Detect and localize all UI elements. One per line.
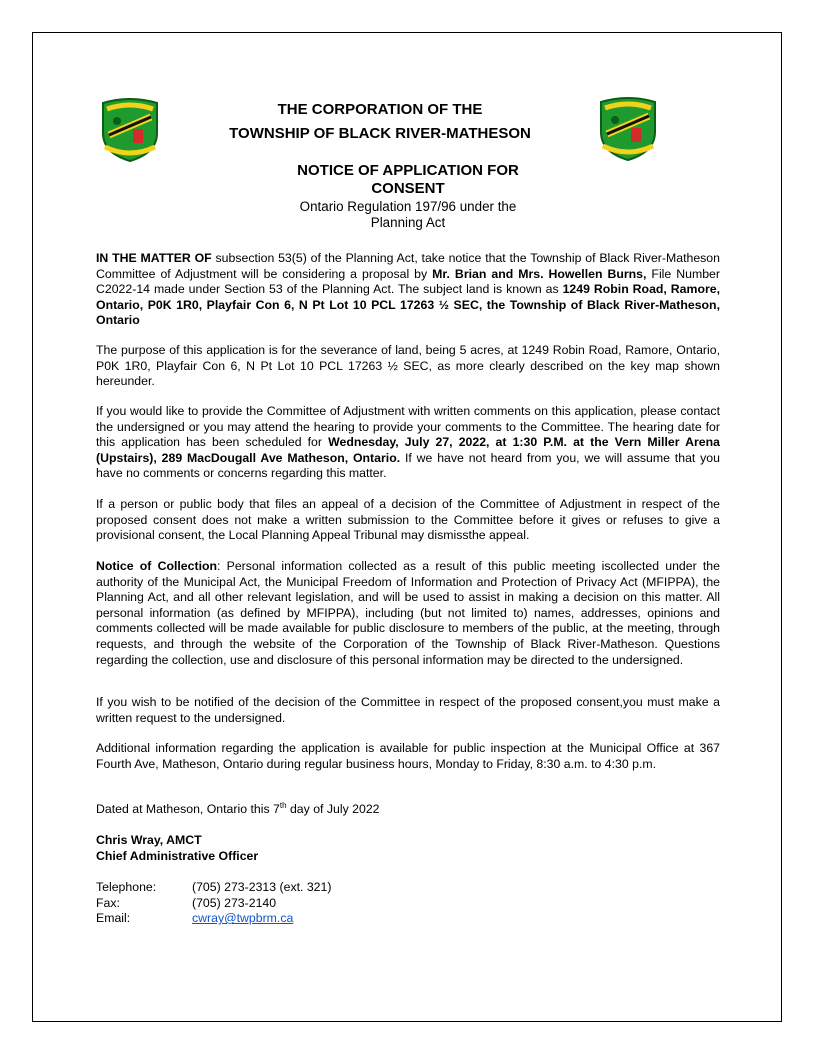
matter-intro: IN THE MATTER OF xyxy=(96,251,212,265)
org-title-line2: TOWNSHIP OF BLACK RIVER-MATHESON xyxy=(229,125,531,142)
dated-sup: th xyxy=(279,800,287,810)
township-crest-icon xyxy=(593,94,663,164)
fax-value: (705) 273-2140 xyxy=(192,895,277,910)
comments-text-a: If you would like to provide the Committee of Adjustment with written comments on this application, please contact the undersigned or you may attend the hearing to provide your comments to the Committee. The hearing date for this application has been scheduled for xyxy=(96,404,720,450)
signature-block xyxy=(96,833,720,864)
matter-paragraph xyxy=(96,251,720,329)
regulation-line1: Ontario Regulation 197/96 under the xyxy=(299,199,517,214)
regulation-line2: Planning Act xyxy=(370,215,446,230)
email-label: Email: xyxy=(96,911,131,926)
notice-title-line1: NOTICE OF APPLICATION FOR xyxy=(297,162,519,179)
hearing-details: Wednesday, July 27, 2022, at 1:30 P.M. at the Vern Miller Arena (Upstairs), 289 MacDougall Ave Matheson, Ontario. xyxy=(96,435,720,465)
telephone-row xyxy=(96,880,331,896)
dated-line xyxy=(96,802,720,818)
matter-text-a: subsection 53(5) of the Planning Act, take notice that the Township of Black River-Matheson Committee of Adjustment will be considering a proposal by xyxy=(96,251,720,281)
regulation-subtitle xyxy=(268,199,548,231)
telephone-label: Telephone: xyxy=(96,880,157,894)
notification-text: If you wish to be notified of the decision of the Committee in respect of the proposed consent,you must make a written request to the undersigned. xyxy=(96,695,720,725)
appeal-text: If a person or public body that files an appeal of a decision of the Committee of Adjustment in respect of the proposed consent does not make a written submission to the Committee before it gives or refuses to give a provisional consent, the Local Planning Appeal Tribunal may dismissthe appeal. xyxy=(96,497,720,543)
dated-before: Dated at Matheson, Ontario this 7 xyxy=(96,802,280,816)
org-title-line1: THE CORPORATION OF THE xyxy=(277,101,483,118)
email-link[interactable]: cwray@twpbrm.ca xyxy=(192,911,294,926)
comments-text-b: If we have not heard from you, we will assume that you have no comments or concerns regarding this matter. xyxy=(96,450,720,481)
fax-label: Fax: xyxy=(96,895,120,910)
additional-info-paragraph xyxy=(96,741,720,772)
notice-title xyxy=(268,162,548,198)
township-crest-icon xyxy=(95,95,165,165)
contact-block xyxy=(96,880,331,927)
signatory-title: Chief Administrative Officer xyxy=(96,848,259,863)
telephone-value: (705) 273-2313 (ext. 321) xyxy=(192,880,332,894)
comments-paragraph xyxy=(96,404,720,482)
collection-paragraph xyxy=(96,559,720,668)
email-row xyxy=(96,911,331,927)
appeal-paragraph xyxy=(96,497,720,544)
notification-paragraph xyxy=(96,695,720,726)
notice-title-line2: CONSENT xyxy=(371,180,445,197)
property-description: 1249 Robin Road, Ramore, Ontario, P0K 1R0, Playfair Con 6, N Pt Lot 10 PCL 17263 ½ SEC, the Township of Black River-Matheson, Ontario xyxy=(96,282,720,328)
dated-after: day of July 2022 xyxy=(286,802,380,816)
collection-text: : Personal information collected as a result of this public meeting iscollected under the authority of the Municipal Act, the Municipal Freedom of Information and Protection of Privacy Act (MFIPPA), the Planning Act, and all other relevant legislation, and will be used to assist in making a decision on this matter. All personal information (as defined by MFIPPA), including (but not limited to) names, addresses, opinions and comments collected will be made available for public disclosure to members of the public, at the meeting, through requests, and through the website of the Corporation of the Township of Black River-Matheson. Questions regarding the collection, use and disclosure of this personal information may be directed to the undersigned. xyxy=(96,559,720,667)
additional-info-text: Additional information regarding the application is available for public inspection at the Municipal Office at 367 Fourth Ave, Matheson, Ontario during regular business hours, Monday to Friday, 8:30 a.m. to 4:30 p.m. xyxy=(96,741,720,771)
matter-text-b: File Number C2022-14 made under Section 53 of the Planning Act. The subject land is known as xyxy=(96,266,720,297)
purpose-paragraph xyxy=(96,343,720,390)
applicants: Mr. Brian and Mrs. Howellen Burns, xyxy=(432,266,647,281)
collection-intro: Notice of Collection xyxy=(96,559,218,573)
purpose-text: The purpose of this application is for the severance of land, being 5 acres, at 1249 Robin Road, Ramore, Ontario, P0K 1R0, Playfair Con 6, N Pt Lot 10 PCL 17263 ½ SEC, as more clearly described on the key map shown hereunder. xyxy=(96,343,720,389)
fax-row xyxy=(96,896,331,912)
signatory-name: Chris Wray, AMCT xyxy=(96,833,202,847)
